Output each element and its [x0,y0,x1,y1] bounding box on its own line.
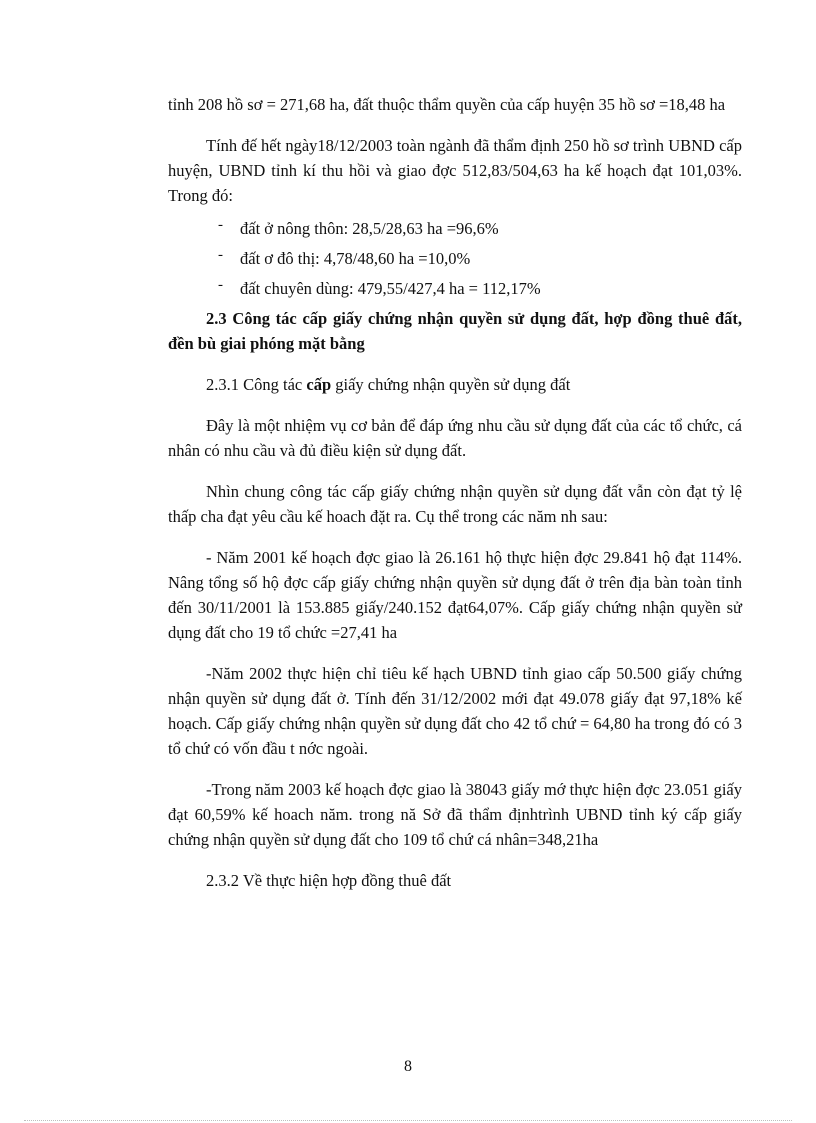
subsection-heading-1 [168,372,742,397]
list-item [168,216,742,241]
subsection-heading-1-prefix: 2.3.1 Công tác [206,375,307,394]
section-heading: 2.3 Công tác cấp giấy chứng nhận quyền sử dụng đất, hợp đồng thuê đất, đền bù giai phóng mặt bằng [168,309,742,353]
list-item-text: đất ơ đô thị: 4,78/48,60 ha =10,0% [240,249,471,268]
bullet-list [168,216,742,301]
list-item [168,276,742,301]
paragraph-summary: Tính đế hết ngày18/12/2003 toàn ngành đã thẩm định 250 hồ sơ trình UBND cấp huyện, UBND tỉnh kí thu hồi và giao đợc 512,83/504,63 ha kế hoạch đạt 101,03%. Trong đó: [168,136,742,205]
bullet-dash: - [218,217,223,233]
bullet-dash: - [218,277,223,293]
subsection-heading-2: 2.3.2 Về thực hiện hợp đồng thuê đất [206,871,452,890]
paragraph-2003: -Trong năm 2003 kế hoạch đợc giao là 38043 giấy mớ thực hiện đợc 23.051 giấy đạt 60,59% kế hoach năm. trong nă Sở đã thẩm địnhtrình UBND tỉnh ký cấp giấy chứng nhận quyền sử dụng đất cho 109 tổ chứ cá nhân=348,21ha [168,780,742,849]
list-item-text: đất chuyên dùng: 479,55/427,4 ha = 112,17% [240,279,541,298]
subsection-heading-1-suffix: giấy chứng nhận quyền sử dụng đất [331,375,571,394]
list-item [168,246,742,271]
bullet-dash: - [218,247,223,263]
page-bottom-divider [24,1120,792,1121]
page-number: 8 [404,1058,412,1075]
paragraph-continuation: tỉnh 208 hồ sơ = 271,68 ha, đất thuộc thẩm quyền của cấp huyện 35 hồ sơ =18,48 ha [168,95,726,114]
paragraph-overview: Nhìn chung công tác cấp giấy chứng nhận quyền sử dụng đất vẫn còn đạt tỷ lệ thấp cha đạt yêu cầu kế hoach đặt ra. Cụ thể trong các năm nh sau: [168,482,742,526]
paragraph-2001: - Năm 2001 kế hoạch đợc giao là 26.161 hộ thực hiện đợc 29.841 hộ đạt 114%. Nâng tổng số hộ đợc cấp giấy chứng nhận quyền sử dụng đất ở trên địa bàn toàn tỉnh đến 30/11/2001 là 153.885 giấy/240.152 đạt64,07%. Cấp giấy chứng nhận quyền sử dụng đất cho 19 tổ chức =27,41 ha [168,548,742,642]
list-item-text: đất ở nông thôn: 28,5/28,63 ha =96,6% [240,219,499,238]
page-body [168,92,742,893]
paragraph-intro: Đây là một nhiệm vụ cơ bản để đáp ứng nhu cầu sử dụng đất của các tổ chức, cá nhân có nhu cầu và đủ điều kiện sử dụng đất. [168,416,742,460]
subsection-heading-1-bold: cấp [306,375,332,394]
paragraph-2002: -Năm 2002 thực hiện chỉ tiêu kế hạch UBND tỉnh giao cấp 50.500 giấy chứng nhận quyền sử dụng đất ở. Tính đến 31/12/2002 mới đạt 49.078 giấy đạt 97,18% kế hoạch. Cấp giấy chứng nhận quyền sử dụng đất cho 42 tổ chứ = 64,80 ha trong đó có 3 tổ chứ có vốn đầu t nớc ngoài. [168,664,742,758]
